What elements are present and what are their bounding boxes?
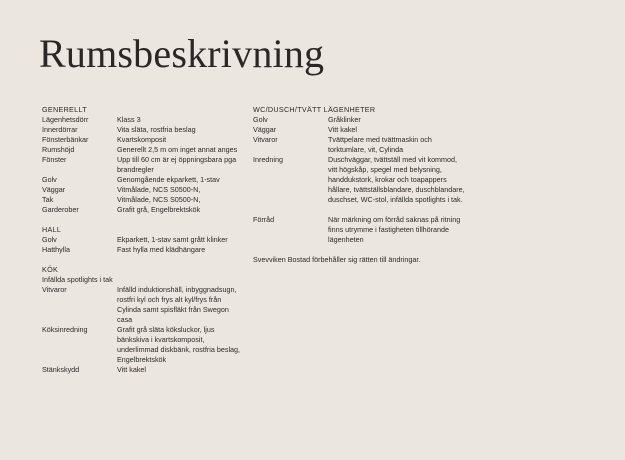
spec-label: Fönster <box>42 155 67 164</box>
spec-row <box>42 235 242 245</box>
spec-value: Genomgående ekparkett, 1-stav <box>117 175 220 184</box>
spec-value: Vitt kakel <box>117 365 147 374</box>
spec-value: Ekparkett, 1-stav samt grått klinker <box>117 235 228 244</box>
spec-value: Vitmålade, NCS S0500-N, <box>117 195 201 204</box>
spec-value: Duschväggar, tvättställ med vit kommod, vitt högskåp, spegel med belysning, handdukstork, krokar och toapappers hållare, tvättställsblandare, duschblandare, duschset, WC-stol, infällda spotlights i tak. <box>328 155 465 204</box>
section-hall <box>42 225 242 255</box>
spec-row <box>42 125 242 135</box>
spec-row <box>253 135 468 155</box>
spec-row <box>42 175 242 185</box>
spec-value: Vita släta, rostfria beslag <box>117 125 196 134</box>
spec-label: Tak <box>42 195 54 204</box>
spec-label: Golv <box>42 235 57 244</box>
section-heading: GENERELLT <box>42 105 87 114</box>
section-wc <box>253 105 468 245</box>
spec-row <box>42 365 242 375</box>
section-heading: KÖK <box>42 265 59 274</box>
spec-row <box>42 155 242 175</box>
spec-value: Vitmålade, NCS S0500-N, <box>117 185 201 194</box>
spec-value: Gråklinker <box>328 115 361 124</box>
spec-row <box>42 195 242 205</box>
spec-label: Stänkskydd <box>42 365 80 374</box>
disclaimer-note: Svevviken Bostad förbehåller sig rätten till ändringar. <box>253 255 421 264</box>
section-heading: HALL <box>42 225 62 234</box>
spec-label: Garderober <box>42 205 79 214</box>
spec-label: Golv <box>253 115 268 124</box>
spec-row <box>253 215 468 245</box>
section-subline: Infällda spotlights i tak <box>42 275 113 284</box>
spec-label: Inredning <box>253 155 283 164</box>
spec-value: Klass 3 <box>117 115 141 124</box>
spec-value: Grafit grå, Engelbrektskök <box>117 205 201 214</box>
spec-label: Rumshöjd <box>42 145 75 154</box>
spec-row <box>42 185 242 195</box>
spec-row <box>42 285 242 325</box>
section-kok <box>42 265 242 375</box>
right-column <box>253 105 468 265</box>
spec-value: Tvättpelare med tvättmaskin och torktumlare, vit, Cylinda <box>328 135 432 154</box>
spec-row <box>253 155 468 205</box>
spec-value: Fast hylla med klädhängare <box>117 245 206 254</box>
section-heading: WC/DUSCH/TVÄTT LÄGENHETER <box>253 105 376 114</box>
spec-label: Väggar <box>253 125 277 134</box>
spacer <box>253 205 468 215</box>
spec-label: Hatthylla <box>42 245 70 254</box>
spec-label: Innerdörrar <box>42 125 78 134</box>
spec-value: Upp till 60 cm är ej öppningsbara pga brandregler <box>117 155 237 174</box>
spec-row <box>42 115 242 125</box>
left-column <box>42 105 242 375</box>
spec-row <box>42 245 242 255</box>
spacer <box>42 255 242 265</box>
spec-value: Grafit grå släta köksluckor, ljus bänkskiva i kvartskomposit, underlimmad diskbänk, rostfria beslag, Engelbrektskök <box>117 325 241 364</box>
spec-value: När märkning om förråd saknas på ritning finns utrymme i fastigheten tillhörande lägenheten <box>328 215 461 244</box>
section-generellt <box>42 105 242 215</box>
spec-value: Generellt 2,5 m om inget annat anges <box>117 145 238 154</box>
spec-label: Vitvaror <box>42 285 67 294</box>
spec-row <box>253 115 468 125</box>
spec-label: Förråd <box>253 215 275 224</box>
spec-row <box>253 125 468 135</box>
spacer <box>253 245 468 255</box>
spec-value: Vitt kakel <box>328 125 358 134</box>
spec-label: Golv <box>42 175 57 184</box>
spec-label: Väggar <box>42 185 66 194</box>
spacer <box>42 215 242 225</box>
spec-value: Kvartskomposit <box>117 135 167 144</box>
spec-value: Infälld induktionshäll, inbyggnadsugn, rostfri kyl och frys alt kyl/frys från Cylinda samt spisfläkt från Swegon casa <box>117 285 237 324</box>
spec-label: Vitvaror <box>253 135 278 144</box>
spec-row <box>42 145 242 155</box>
spec-label: Fönsterbänkar <box>42 135 89 144</box>
spec-label: Lägenhetsdörr <box>42 115 89 124</box>
spec-row <box>42 205 242 215</box>
spec-label: Köksinredning <box>42 325 88 334</box>
spec-row <box>42 325 242 365</box>
page-title: Rumsbeskrivning <box>39 31 325 76</box>
spec-row <box>42 135 242 145</box>
